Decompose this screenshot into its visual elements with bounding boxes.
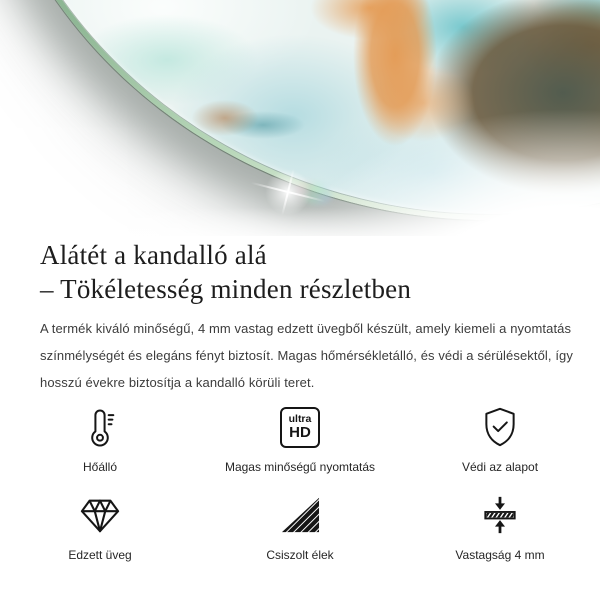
feature-label: Edzett üveg bbox=[68, 548, 132, 562]
glass-mat-photo bbox=[0, 0, 600, 220]
feature-heat-resistant bbox=[0, 403, 200, 474]
thermometer-icon bbox=[78, 403, 122, 451]
glass-mat-surface bbox=[0, 0, 600, 215]
feature-tempered-glass bbox=[0, 491, 200, 562]
product-hero-image bbox=[0, 0, 600, 236]
description-line: hosszú évekre biztosítja a kandalló körüli teret. bbox=[40, 375, 315, 390]
ultra-hd-badge-icon bbox=[280, 403, 320, 451]
feature-label: Vastagság 4 mm bbox=[455, 548, 545, 562]
feature-label: Magas minőségű nyomtatás bbox=[224, 460, 376, 474]
description-line: A termék kiváló minőségű, 4 mm vastag edzett üvegből készült, amely kiemeli a nyomtatás bbox=[40, 321, 572, 336]
feature-grid bbox=[0, 403, 600, 562]
feature-protects-base bbox=[400, 403, 600, 474]
polished-edge-icon bbox=[278, 491, 322, 539]
feature-label: Védi az alapot bbox=[461, 460, 539, 474]
feature-label: Csiszolt élek bbox=[266, 548, 334, 562]
feature-label: Hőálló bbox=[82, 460, 118, 474]
ultra-hd-badge-text-bottom: HD bbox=[289, 424, 311, 442]
feature-thickness bbox=[400, 491, 600, 562]
compressed-thickness-icon bbox=[481, 491, 519, 539]
description-line: színmélységét és elegáns fényt biztosít. Magas hőmérsékletálló, és védi a sérülésektől, így bbox=[40, 348, 573, 363]
title-line-2: – Tökéletesség minden részletben bbox=[40, 274, 412, 304]
feature-print-quality bbox=[200, 403, 400, 474]
title-line-1: Alátét a kandalló alá bbox=[40, 240, 267, 270]
product-description bbox=[40, 315, 573, 396]
diamond-icon bbox=[77, 491, 123, 539]
feature-polished-edges bbox=[200, 491, 400, 562]
shield-check-icon bbox=[480, 403, 520, 451]
product-copy bbox=[0, 238, 600, 396]
page-title bbox=[40, 238, 560, 306]
ultra-hd-badge-text-top: ultra bbox=[288, 412, 312, 425]
